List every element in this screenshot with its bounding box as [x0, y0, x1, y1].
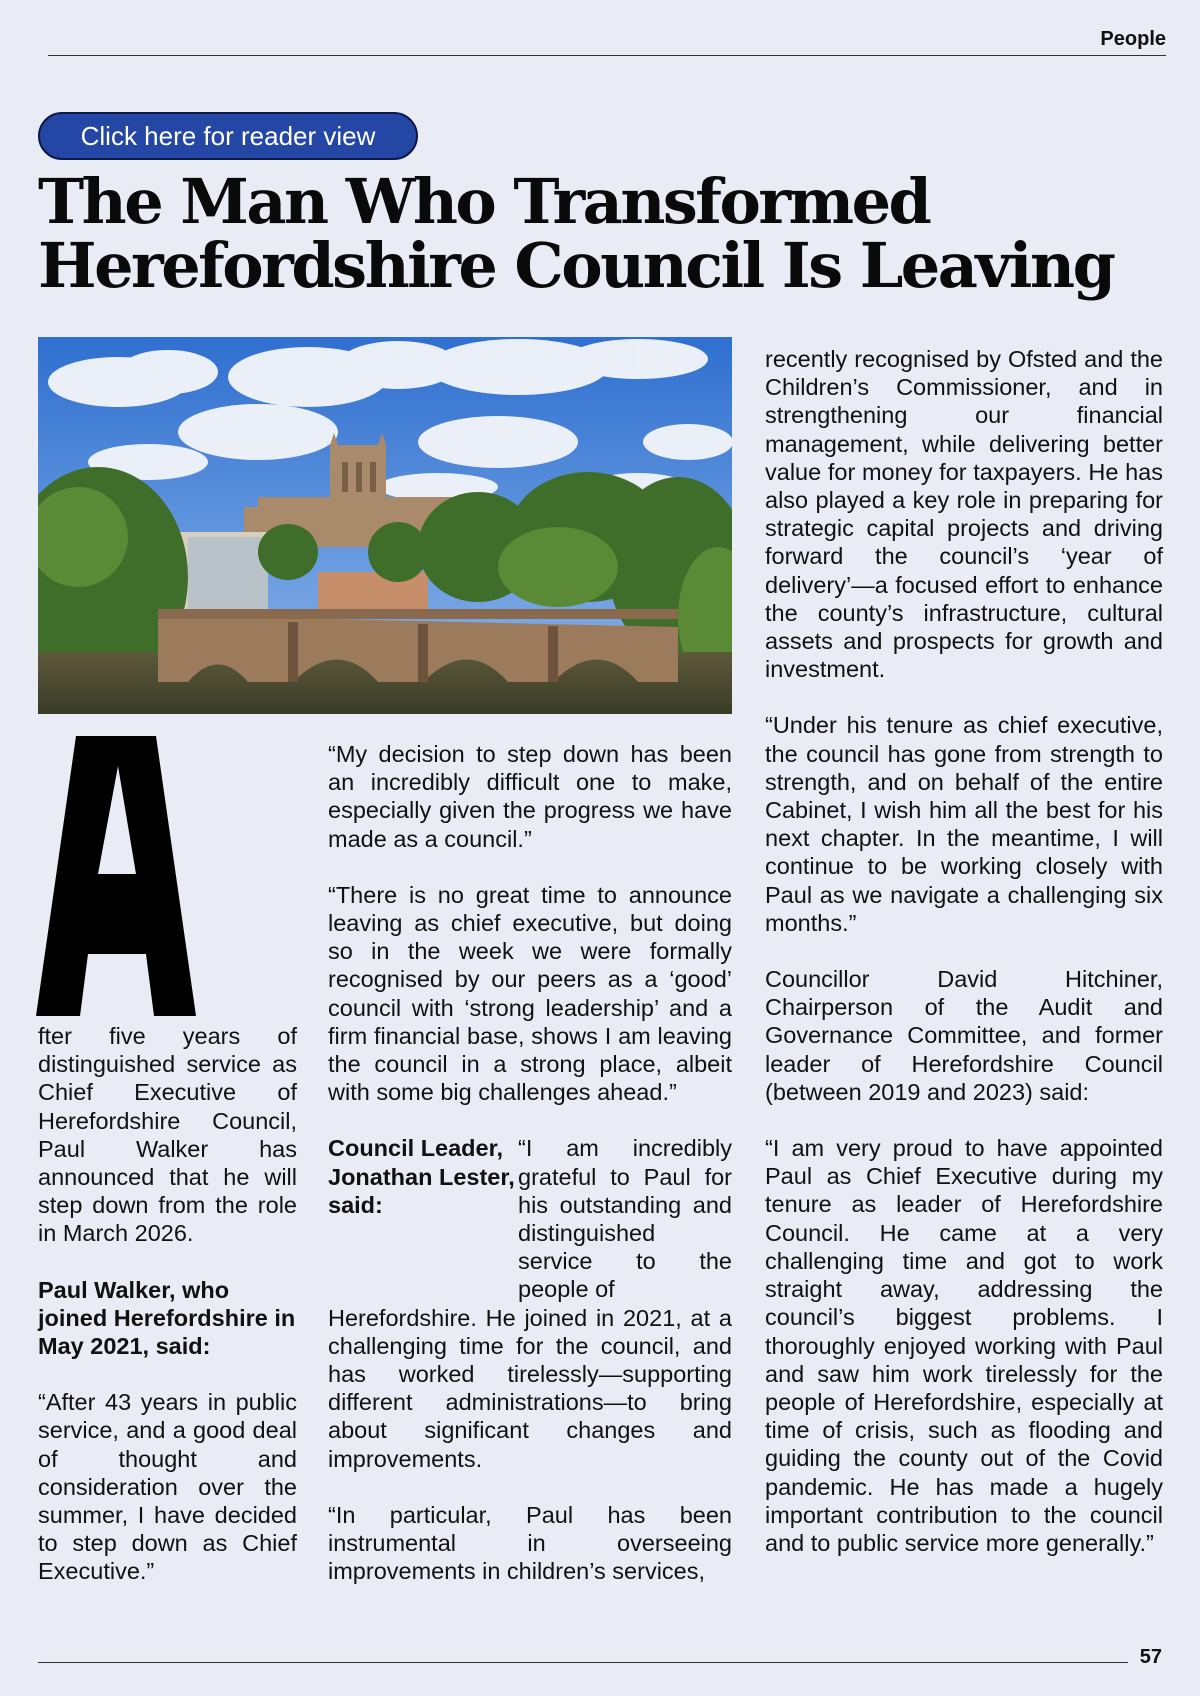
- drop-cap-graphic: [36, 736, 196, 1016]
- quote-paragraph: “In particular, Paul has been instrumental in overseeing improvements in children’s services,: [328, 1501, 732, 1585]
- reader-view-button[interactable]: Click here for reader view: [38, 112, 418, 160]
- column-2: [328, 740, 732, 1585]
- quote-paragraph: “After 43 years in public service, and a good deal of thought and consideration over the summer, I have decided to step down as Chief Executive.”: [38, 1389, 297, 1585]
- quote-paragraph: “I am very proud to have appointed Paul as Chief Executive during my tenure as leader of Herefordshire Council. He came at a very challenging time and got to work straight away, addressing the council’s biggest problems. I thoroughly enjoyed working with Paul and saw him work tirelessly for the people of Herefordshire, especially at time of crisis, such as flooding and guiding the county out of the Covid pandemic. He has made a hugely important contribution to the council and to public service more generally.”: [765, 1135, 1163, 1556]
- council-leader-quote-start: “I am incredibly grateful to Paul for his outstanding and distinguished service to the people of: [518, 1135, 732, 1303]
- quote-paragraph: “My decision to step down has been an incredibly difficult one to make, especially given the progress we have made as a council.”: [328, 741, 732, 852]
- intro-paragraph: fter five years of distinguished service as Chief Executive of Herefordshire Council, Paul Walker has announced that he will step down from the role in March 2026.: [38, 1023, 297, 1247]
- page-number: 57: [1139, 1646, 1162, 1668]
- speaker-intro: Paul Walker, who joined Herefordshire in May 2021, said:: [38, 1276, 296, 1360]
- column-1: [38, 1022, 297, 1586]
- council-leader-block: [328, 1134, 732, 1303]
- quote-paragraph: “There is no great time to announce leaving as chief executive, but doing so in the week we were formally recognised by our peers as a ‘good’ council with ‘strong leadership’ and a firm financial base, shows I am leaving the council in a strong place, albeit with some big challenges ahead.”: [328, 881, 732, 1106]
- hereford-cathedral-bridge-photo: [38, 337, 732, 714]
- council-leader-quote-rest: Herefordshire. He joined in 2021, at a challenging time for the council, and has worked tirelessly—supporting different administrations—to bring about significant changes and improvements.: [328, 1304, 732, 1472]
- speaker-intro: Councillor David Hitchiner, Chairperson of the Audit and Governance Committee, and former leader of Herefordshire Council (between 2019 and 2023) said:: [765, 966, 1163, 1105]
- body-paragraph: recently recognised by Ofsted and the Children’s Commissioner, and in strengthening our financial management, while delivering better value for money for taxpayers. He has also played a key role in preparing for strategic capital projects and driving forward the council’s ‘year of delivery’—a focused effort to enhance the county’s infrastructure, cultural assets and prospects for growth and investment.: [765, 346, 1163, 683]
- headline-line-2: Herefordshire Council Is Leaving: [38, 229, 1114, 302]
- headline-line-1: The Man Who Transformed: [38, 165, 930, 238]
- column-3: [765, 345, 1163, 1557]
- top-divider: [48, 55, 1166, 56]
- council-leader-label: Council Leader, Jonathan Lester, said:: [328, 1135, 515, 1218]
- quote-paragraph: “Under his tenure as chief executive, the council has gone from strength to strength, and on behalf of the entire Cabinet, I wish him all the best for his next chapter. In the meantime, I will continue to be working closely with Paul as we navigate a challenging six months.”: [765, 712, 1163, 936]
- bottom-divider: [38, 1662, 1128, 1663]
- section-label: People: [1100, 28, 1166, 50]
- headline: [38, 165, 1168, 302]
